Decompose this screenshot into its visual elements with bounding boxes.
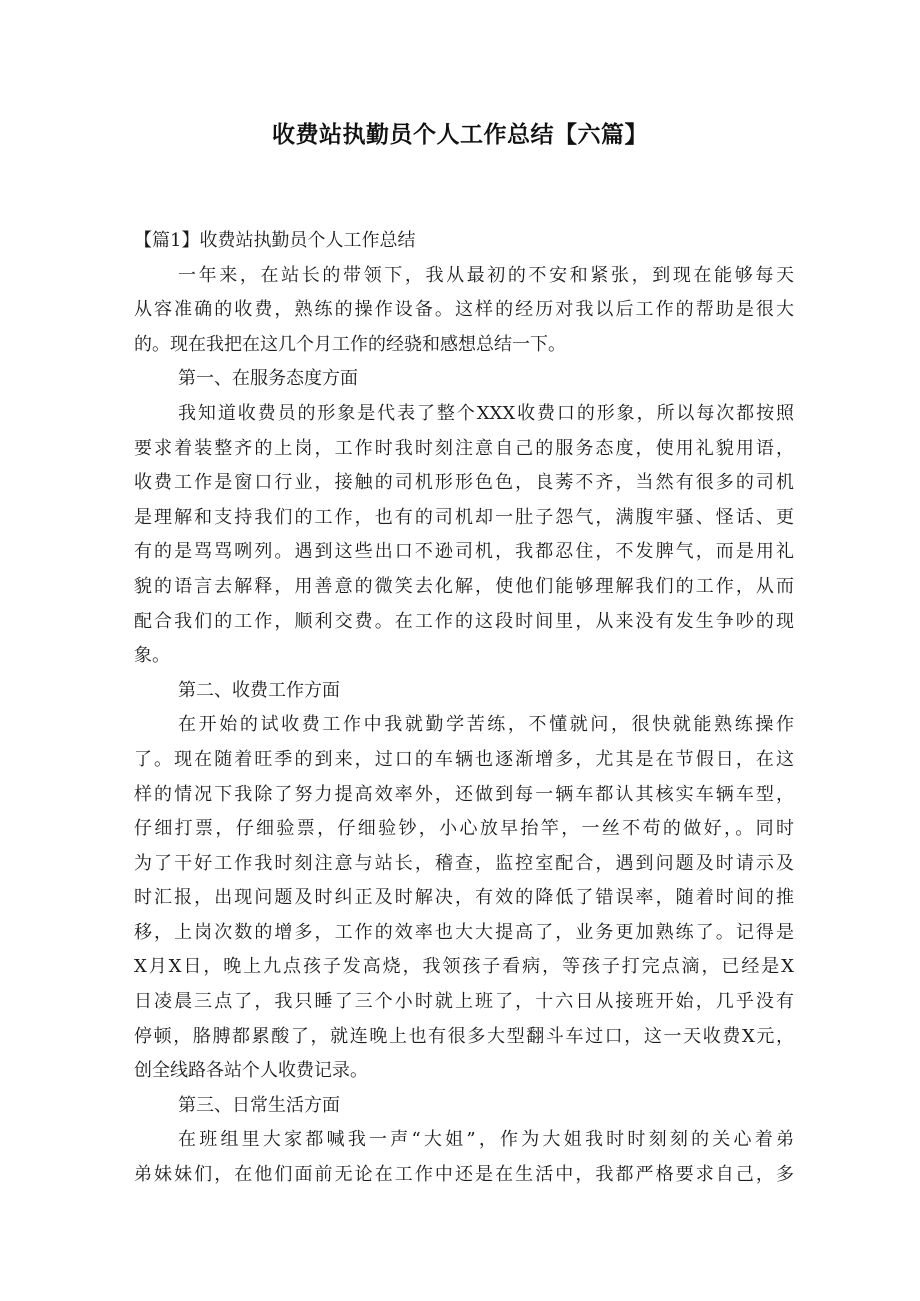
paragraph-line: 收费工作是窗口行业，接触的司机形形色色，良莠不齐，当然有很多的司机 [134, 472, 794, 494]
paragraph-line: 要求着装整齐的上岗，工作时我时刻注意自己的服务态度，使用礼貌用语， [134, 437, 794, 459]
section-heading: 第二、收费工作方面 [178, 679, 340, 701]
paragraph-line: 貌的语言去解释，用善意的微笑去化解，使他们能够理解我们的工作，从而 [134, 575, 794, 597]
paragraph-line: 移，上岗次数的增多，工作的效率也大大提高了，业务更加熟练了。记得是 [134, 921, 794, 943]
paragraph-line: 一年来，在站长的带领下，我从最初的不安和紧张，到现在能够每天 [178, 264, 794, 286]
paragraph-line: 了。现在随着旺季的到来，过口的车辆也逐渐增多，尤其是在节假日，在这 [134, 748, 794, 770]
article-title: 【篇1】收费站执勤员个人工作总结 [134, 230, 416, 251]
paragraph-line: 在开始的试收费工作中我就勤学苦练，不懂就问，很快就能熟练操作 [178, 714, 794, 736]
paragraph-line: 为了干好工作我时刻注意与站长，稽查，监控室配合，遇到问题及时请示及 [134, 852, 794, 874]
document-body [134, 224, 794, 1193]
paragraph-line: 时汇报，出现问题及时纠正及时解决，有效的降低了错误率，随着时间的推 [134, 887, 794, 909]
paragraph-line: 日凌晨三点了，我只睡了三个小时就上班了，十六日从接班开始，几乎没有 [134, 991, 794, 1013]
paragraph-line: 弟妹妹们，在他们面前无论在工作中还是在生活中，我都严格要求自己，多 [134, 1164, 794, 1186]
paragraph-line: 象。 [134, 645, 170, 667]
paragraph-line: 样的情况下我除了努力提高效率外，还做到每一辆车都认其核实车辆车型， [134, 783, 794, 805]
paragraph-line: 有的是骂骂咧列。遇到这些出口不逊司机，我都忍住，不发脾气，而是用礼 [134, 541, 794, 563]
paragraph-line: 在班组里大家都喊我一声“大姐”，作为大姐我时时刻刻的关心着弟 [178, 1129, 794, 1151]
paragraph-line: 创全线路各站个人收费记录。 [134, 1060, 368, 1082]
paragraph-line: 是理解和支持我们的工作，也有的司机却一肚子怨气，满腹牢骚、怪话、更 [134, 506, 794, 528]
paragraph-line: 的。现在我把在这几个月工作的经骁和感想总结一下。 [134, 333, 566, 355]
section-heading: 第三、日常生活方面 [178, 1094, 340, 1116]
paragraph-line: 我知道收费员的形象是代表了整个XXX收费口的形象，所以每次都按照 [178, 402, 794, 424]
section-heading: 第一、在服务态度方面 [178, 368, 358, 390]
paragraph-line: 配合我们的工作，顺利交费。在工作的这段时间里，从来没有发生争吵的现 [134, 610, 794, 632]
document-title: 收费站执勤员个人工作总结【六篇】 [272, 122, 648, 148]
paragraph-line: X月X日，晚上九点孩子发高烧，我领孩子看病，等孩子打完点滴，已经是X [134, 956, 794, 978]
paragraph-line: 停顿，胳膊都累酸了，就连晚上也有很多大型翻斗车过口，这一天收费X元， [134, 1025, 794, 1047]
paragraph-line: 仔细打票，仔细验票，仔细验钞，小心放早抬竿，一丝不苟的做好，。同时 [134, 818, 794, 840]
paragraph-line: 从容准确的收费，熟练的操作设备。这样的经历对我以后工作的帮助是很大 [134, 299, 794, 321]
